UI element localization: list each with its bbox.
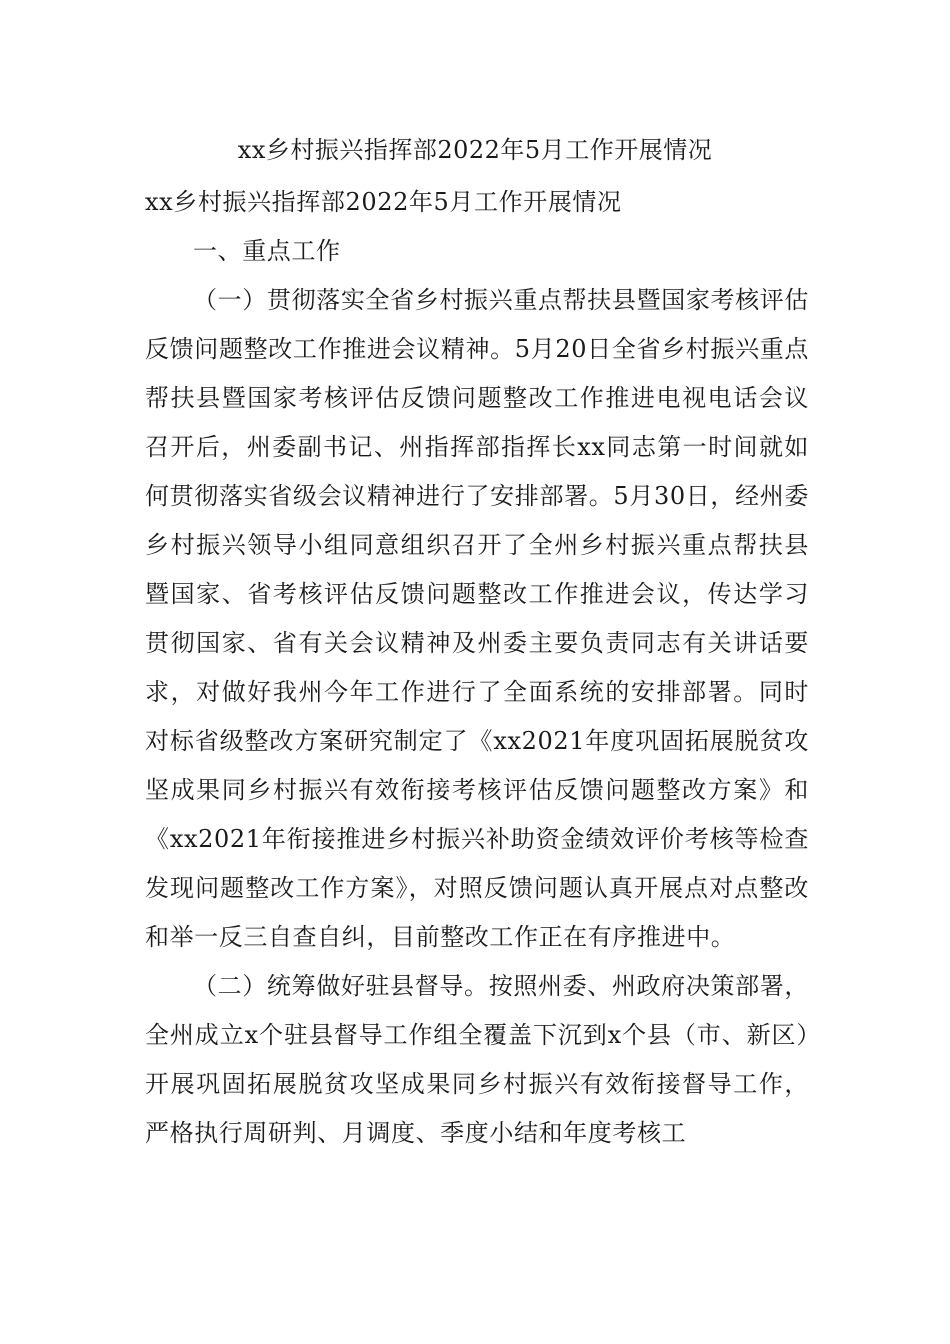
document-subtitle: xx乡村振兴指挥部2022年5月工作开展情况	[145, 188, 622, 216]
paragraph-1: （一）贯彻落实全省乡村振兴重点帮扶县暨国家考核评估反馈问题整改工作推进会议精神。5月20日全省乡村振兴重点帮扶县暨国家考核评估反馈问题整改工作推进电视电话会议召开后，州委副书记、州指挥部指挥长xx同志第一时间就如何贯彻落实省级会议精神进行了安排部署。5月30日，经州委乡村振兴领导小组同意组织召开了全州乡村振兴重点帮扶县暨国家、省考核评估反馈问题整改工作推进会议，传达学习贯彻国家、省有关会议精神及州委主要负责同志有关讲话要求，对做好我州今年工作进行了全面系统的安排部署。同时对标省级整改方案研究制定了《xx2021年度巩固拓展脱贫攻坚成果同乡村振兴有效衔接考核评估反馈问题整改方案》和《xx2021年衔接推进乡村振兴补助资金绩效评价考核等检查发现问题整改工作方案》，对照反馈问题认真开展点对点整改和举一反三自查自纠，目前整改工作正在有序推进中。	[145, 286, 809, 951]
paragraph-2: （二）统筹做好驻县督导。按照州委、州政府决策部署，全州成立x个驻县督导工作组全覆盖下沉到x个县（市、新区）开展巩固拓展脱贫攻坚成果同乡村振兴有效衔接督导工作，严格执行周研判、月调度、季度小结和年度考核工	[145, 972, 809, 1147]
document-body	[145, 178, 809, 1158]
section-heading: 一、重点工作	[193, 237, 341, 265]
document-title: xx乡村振兴指挥部2022年5月工作开展情况	[237, 136, 713, 164]
